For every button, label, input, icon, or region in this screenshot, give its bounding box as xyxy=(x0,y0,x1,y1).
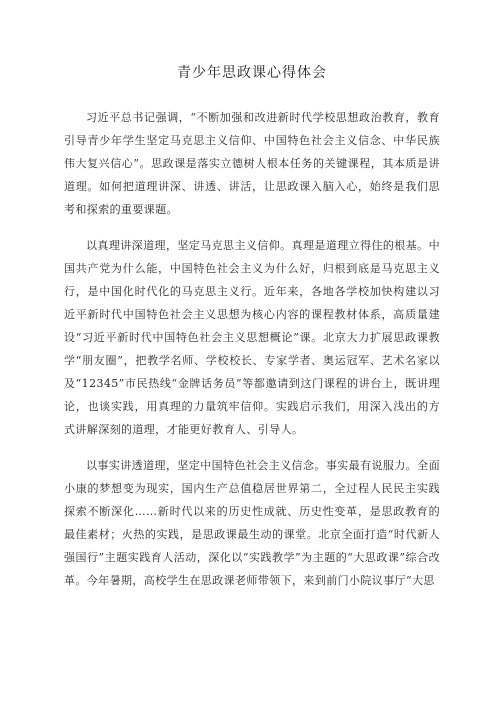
document-title: 青少年思政课心得体会 xyxy=(177,65,327,81)
paragraph-3: 以事实讲透道理，坚定中国特色社会主义信念。事实最有说服力。全面小康的梦想变为现实，国内生产总值稳居世界第二，全过程人民民主实践探索不断深化……新时代以来的历史性成就、历史性变革，是思政教育的最佳素材；火热的实践，是思政课最生动的课堂。北京全面打造“时代新人强国行”主题实践育人活动，深化以“实践教学”为主题的“大思政课”综合改革。今年暑期，高校学生在思政课老师带领下，来到前门小院议事厅“大思 xyxy=(64,459,440,587)
paragraph-1: 习近平总书记强调，“不断加强和改进新时代学校思想政治教育，教育引导青少年学生坚定马克思主义信仰、中国特色社会主义信念、中华民族伟大复兴信心”。思政课是落实立德树人根本任务的关键课程，其本质是讲道理。如何把道理讲深、讲透、讲活，让思政课入脑入心，始终是我们思考和探索的重要课题。 xyxy=(64,111,440,216)
paragraph-2: 以真理讲深道理，坚定马克思主义信仰。真理是道理立得住的根基。中国共产党为什么能，中国特色社会主义为什么好，归根到底是马克思主义行，是中国化时代化的马克思主义行。近年来，各地各学校加快构建以习近平新时代中国特色社会主义思想为核心内容的课程教材体系，高质量建设“习近平新时代中国特色社会主义思想概论”课。北京大力扩展思政课教学“朋友圈”，把教学名师、学校校长、专家学者、奥运冠军、艺术名家以及“12345”市民热线“金牌话务员”等都邀请到这门课程的讲台上，既讲理论，也谈实践，用真理的力量筑牢信仰。实践启示我们，用深入浅出的方式讲解深刻的道理，才能更好教育人、引导人。 xyxy=(64,239,440,436)
